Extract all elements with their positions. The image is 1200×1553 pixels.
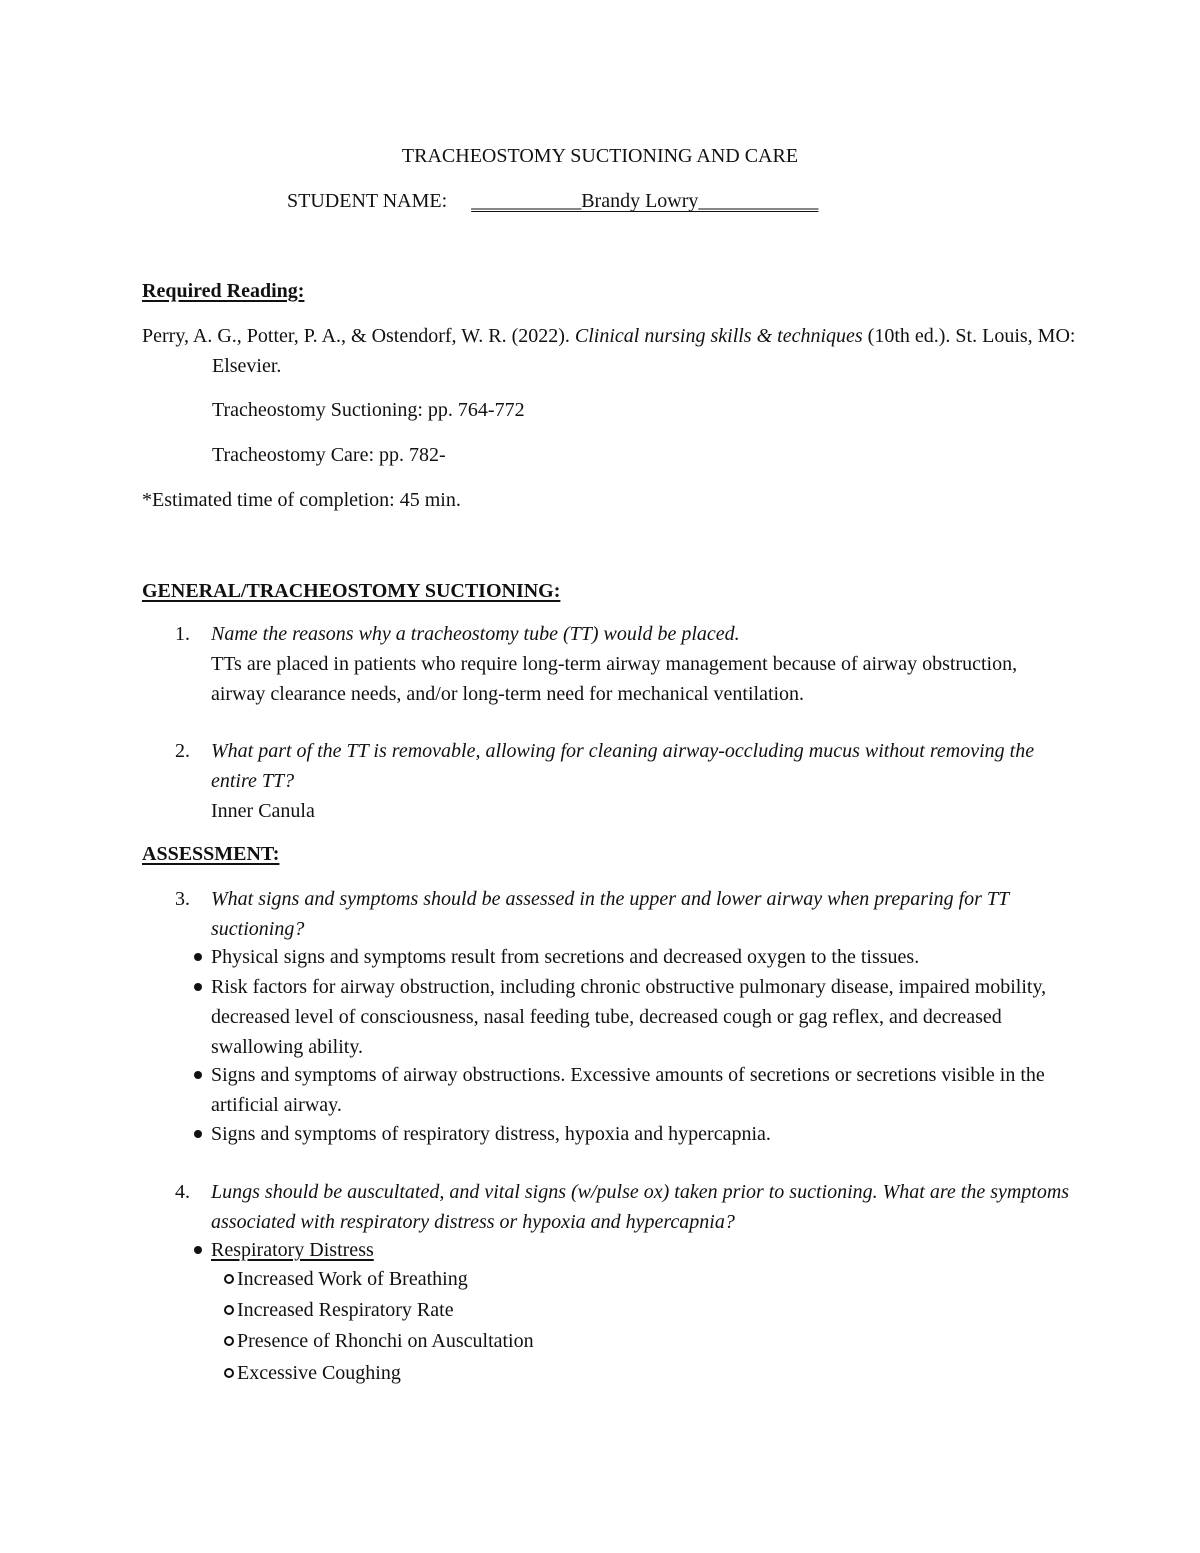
sub-list-item	[222, 1326, 534, 1356]
citation	[142, 321, 1132, 381]
bullet-icon	[194, 953, 202, 961]
student-name-line	[287, 186, 818, 216]
sub-item-text: Presence of Rhonchi on Auscultation	[237, 1330, 534, 1352]
circle-bullet-icon	[224, 1305, 234, 1315]
sub-list-item	[222, 1295, 454, 1325]
question-number: 2.	[175, 740, 190, 762]
bullet-text: Risk factors for airway obstruction, including chronic obstructive pulmonary disease, impaired mobility, decreased level of consciousness, nasal feeding tube, decreased cough or gag reflex, and decreased swallowing ability.	[211, 976, 1047, 1058]
citation-title: Clinical nursing skills & techniques	[574, 325, 863, 347]
bullet-icon	[194, 1071, 202, 1079]
question-number: 3.	[175, 888, 190, 910]
question-number: 4.	[175, 1181, 190, 1203]
bullet-text: Physical signs and symptoms result from secretions and decreased oxygen to the tissues.	[211, 946, 920, 968]
circle-bullet-icon	[224, 1368, 234, 1378]
assessment-heading: ASSESSMENT:	[142, 843, 280, 865]
required-reading-heading: Required Reading:	[142, 280, 305, 302]
question-2	[175, 736, 1075, 826]
question-4	[175, 1177, 1075, 1237]
bullet-icon	[194, 983, 202, 991]
list-item	[190, 942, 1070, 972]
answer-text: TTs are placed in patients who require long-term airway management because of airway obstruction, airway clearance needs, and/or long-term need for mechanical ventilation.	[211, 653, 1018, 705]
student-name-label: STUDENT NAME:	[287, 190, 448, 212]
circle-bullet-icon	[224, 1336, 234, 1346]
question-text: Lungs should be auscultated, and vital signs (w/pulse ox) taken prior to suctioning. What are the symptoms associated with respiratory distress or hypoxia and hypercapnia?	[211, 1181, 1070, 1233]
answer-text: Inner Canula	[211, 800, 315, 822]
citation-authors: Perry, A. G., Potter, P. A., & Ostendorf, W. R. (2022).	[142, 325, 575, 347]
sub-item-text: Increased Respiratory Rate	[237, 1299, 454, 1321]
sub-list-item	[222, 1358, 401, 1388]
list-item	[190, 1119, 1070, 1149]
bullet-text: Signs and symptoms of airway obstructions. Excessive amounts of secretions or secretions visible in the artificial airway.	[211, 1064, 1045, 1116]
bullet-text: Respiratory Distress	[211, 1239, 374, 1261]
question-3	[175, 884, 1075, 944]
question-text: What signs and symptoms should be assessed in the upper and lower airway when preparing for TT suctioning?	[211, 888, 1009, 940]
sub-list-item	[222, 1264, 468, 1294]
circle-bullet-icon	[224, 1274, 234, 1284]
document-title: TRACHEOSTOMY SUCTIONING AND CARE	[401, 145, 799, 167]
general-suctioning-heading: GENERAL/TRACHEOSTOMY SUCTIONING:	[142, 580, 561, 602]
citation-rest: (10th ed.). St. Louis, MO: Elsevier.	[212, 325, 1076, 377]
suctioning-pages: Tracheostomy Suctioning: pp. 764-772	[212, 399, 525, 421]
question-text: What part of the TT is removable, allowing for cleaning airway-occluding mucus without removing the entire TT?	[211, 740, 1035, 792]
sub-item-text: Increased Work of Breathing	[237, 1268, 468, 1290]
bullet-icon	[194, 1130, 202, 1138]
student-name-value: ___________Brandy Lowry____________	[471, 190, 819, 212]
estimated-time: *Estimated time of completion: 45 min.	[142, 489, 461, 511]
question-1	[175, 619, 1075, 709]
sub-item-text: Excessive Coughing	[237, 1362, 401, 1384]
bullet-text: Signs and symptoms of respiratory distress, hypoxia and hypercapnia.	[211, 1123, 771, 1145]
list-item	[190, 1235, 1070, 1265]
list-item	[190, 972, 1070, 1062]
care-pages: Tracheostomy Care: pp. 782-	[212, 444, 446, 466]
list-item	[190, 1060, 1070, 1120]
bullet-icon	[194, 1246, 202, 1254]
question-text: Name the reasons why a tracheostomy tube (TT) would be placed.	[211, 623, 740, 645]
question-number: 1.	[175, 623, 190, 645]
